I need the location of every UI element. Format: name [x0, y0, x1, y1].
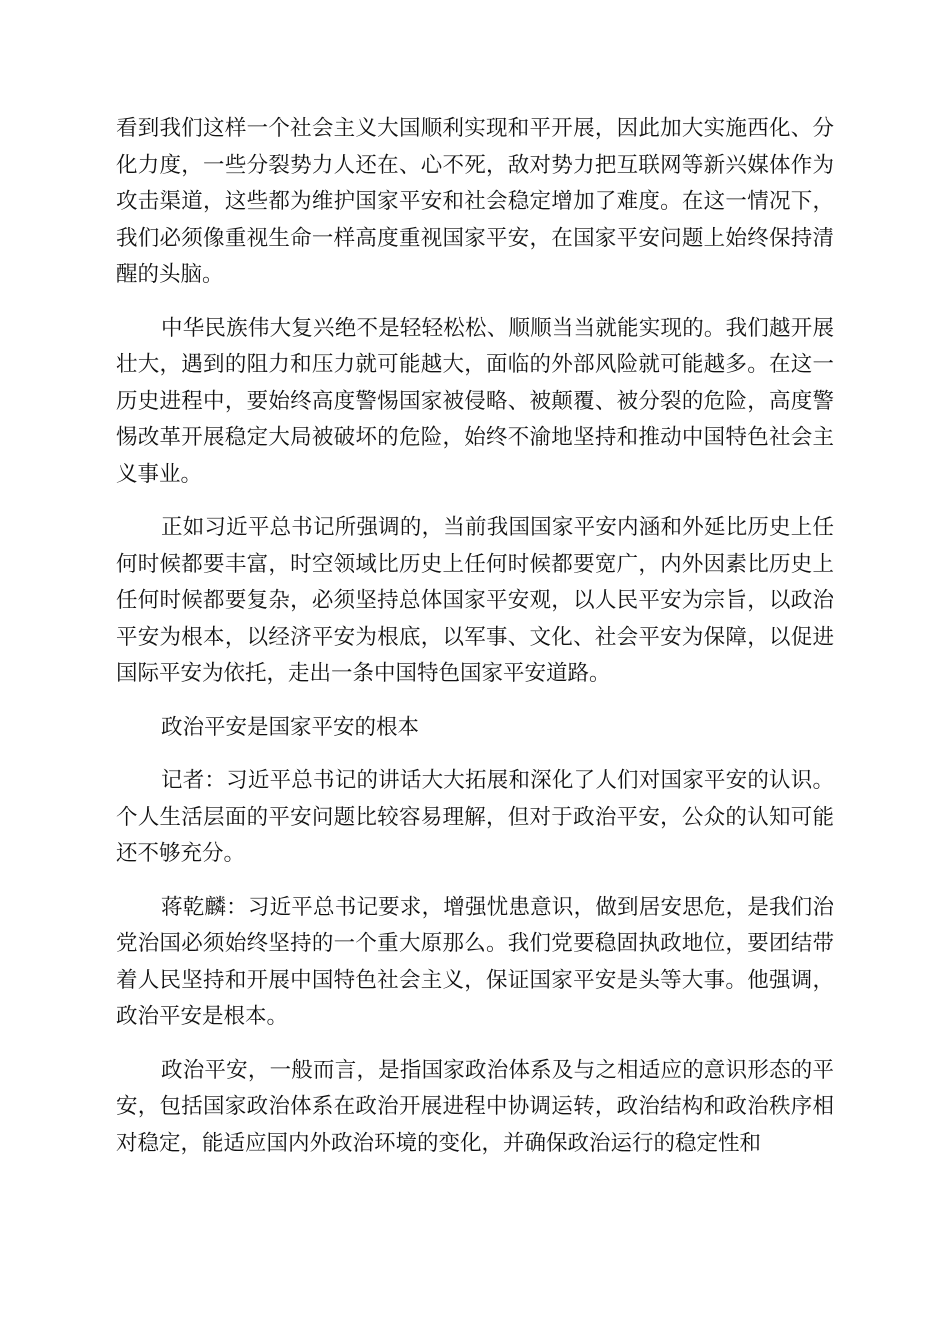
- document-page: [116, 111, 834, 1179]
- paragraph-3: 正如习近平总书记所强调的，当前我国国家平安内涵和外延比历史上任何时候都要丰富，时空领域比历史上任何时候都要宽广，内外因素比历史上任何时候都要复杂，必须坚持总体国家平安观，以人民平安为宗旨，以政治平安为根本，以经济平安为根底，以军事、文化、社会平安为保障，以促进国际平安为依托，走出一条中国特色国家平安道路。: [116, 515, 834, 686]
- section-heading: 政治平安是国家平安的根本: [161, 714, 420, 740]
- paragraph-6: 政治平安，一般而言，是指国家政治体系及与之相适应的意识形态的平安，包括国家政治体系在政治开展进程中协调运转，政治结构和政治秩序相对稳定，能适应国内外政治环境的变化，并确保政治运行的稳定性和: [116, 1057, 834, 1156]
- paragraph-1: 看到我们这样一个社会主义大国顺利实现和平开展，因此加大实施西化、分化力度，一些分裂势力人还在、心不死，敌对势力把互联网等新兴媒体作为攻击渠道，这些都为维护国家平安和社会稳定增加了难度。在这一情况下，我们必须像重视生命一样高度重视国家平安，在国家平安问题上始终保持清醒的头脑。: [116, 116, 834, 287]
- paragraph-2: 中华民族伟大复兴绝不是轻轻松松、顺顺当当就能实现的。我们越开展壮大，遇到的阻力和压力就可能越大，面临的外部风险就可能越多。在这一历史进程中，要始终高度警惕国家被侵略、被颠覆、被分裂的危险，高度警惕改革开展稳定大局被破坏的危险，始终不渝地坚持和推动中国特色社会主义事业。: [116, 315, 834, 487]
- paragraph-5: 蒋乾麟：习近平总书记要求，增强忧患意识，做到居安思危，是我们治党治国必须始终坚持的一个重大原那么。我们党要稳固执政地位，要团结带着人民坚持和开展中国特色社会主义，保证国家平安是头等大事。他强调，政治平安是根本。: [116, 894, 834, 1029]
- paragraph-4: 记者：习近平总书记的讲话大大拓展和深化了人们对国家平安的认识。个人生活层面的平安问题比较容易理解，但对于政治平安，公众的认知可能还不够充分。: [116, 768, 834, 866]
